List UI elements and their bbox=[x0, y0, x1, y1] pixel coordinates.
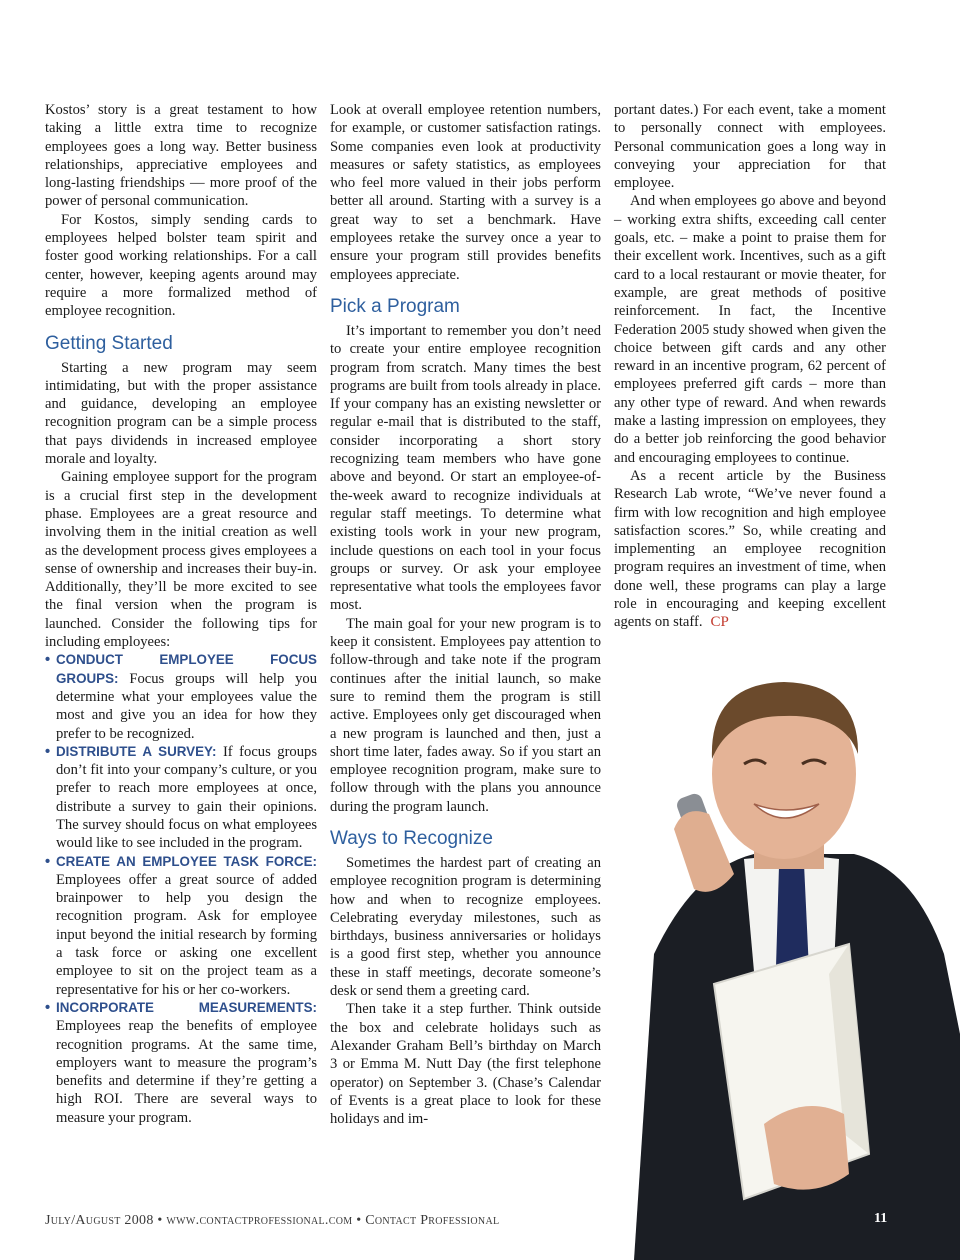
hand bbox=[674, 811, 734, 892]
bullet-icon: • bbox=[45, 999, 51, 1016]
tip-heading: CREATE AN EMPLOYEE TASK FORCE: bbox=[56, 853, 317, 869]
section-heading-getting-started: Getting Started bbox=[45, 332, 173, 354]
paragraph: The main goal for your new program is to keep it consistent. Employees pay attention to follow-through and take note if the program continues after the initial launch, so make sure to remind them the program is still active. Employees only get discouraged when a new program is launched and then, just a short time later, fades away. So if you start an employee recognition program, make sure to follow through with the plans you announce during the program launch. bbox=[330, 615, 601, 815]
tip-text: Focus groups will help you determine what your employees value the most and give you an idea for how they prefer to be recognized. bbox=[56, 670, 317, 742]
page-number: 11 bbox=[874, 1211, 888, 1226]
paragraph: Kostos’ story is a great testament to how taking a little extra time to recognize employees goes a long way. Better business relationships, appreciative employees and long-lasting friendships — more proof of the power of personal communication. bbox=[45, 102, 317, 210]
page-footer: July/August 2008 • www.contactprofessional.com • Contact Professional bbox=[45, 1213, 500, 1228]
paragraph: portant dates.) For each event, take a moment to personally connect with employees. Personal communication goes a long way in conveying your appreciation for that employee. bbox=[614, 102, 886, 192]
section-heading-pick-a-program: Pick a Program bbox=[330, 295, 460, 317]
tip-text: Employees offer a great source of added brainpower to help you design the recognition program. Ask for employee input beyond the initial research by forming a task force or asking one excellent employee to sit on the project team as a representative for his or her co-workers. bbox=[56, 871, 317, 998]
tip-item bbox=[45, 999, 317, 1127]
paragraph: Starting a new program may seem intimidating, but with the proper assistance and guidance, developing an employee recognition program can be a simple process that pays dividends in increased employee morale and loyalty. bbox=[45, 359, 317, 468]
holding-hand bbox=[764, 1106, 849, 1190]
paragraph: For Kostos, simply sending cards to employees helped bolster team spirit and foster good working relationships. For a call center, however, keeping agents around may require a more formalized method of employee recognition. bbox=[45, 211, 317, 320]
tip-item bbox=[45, 853, 317, 999]
tip-text: If focus groups don’t fit into your company’s culture, or you prefer to reach more employees at once, distribute a survey to gain their opinions. The survey should focus on what employees would like to see included in the program. bbox=[56, 743, 317, 852]
bullet-icon: • bbox=[45, 853, 51, 870]
article-column-1 bbox=[45, 101, 317, 1127]
paragraph: Then take it a step further. Think outside the box and celebrate holidays such as Alexander Graham Bell’s birthday on March 3 or Emma M. Nutt Day (the first telephone operator) on September 3. (Chase’s Calendar of Events is a great place to look for these holidays and im- bbox=[330, 1001, 601, 1128]
closing-paragraph-text: As a recent article by the Business Research Lab wrote, “We’ve never found a firm with low recognition and high employee satisfaction scores.” So, while creating and implementing an employee recognition program requires an investment of time, when done well, these programs can play a large role in encouraging and keeping excellent agents on staff. bbox=[614, 467, 886, 631]
tip-item bbox=[45, 651, 317, 742]
tip-heading: CONDUCT EMPLOYEE FOCUS GROUPS: bbox=[56, 652, 317, 686]
tip-item bbox=[45, 743, 317, 853]
article-column-2 bbox=[330, 101, 601, 1128]
businessman-on-phone-photo bbox=[614, 654, 960, 1260]
paragraph: Look at overall employee retention numbers, for example, or customer satisfaction ratings. Some companies even look at productivity measures or safety statistics, as employees who feel more valued in their jobs perform better all around. Starting with a survey is a great way to set a benchmark. Have employees retake the survey once a year to ensure your program still provides benefits employees appreciate. bbox=[330, 102, 601, 283]
tips-list bbox=[45, 651, 317, 1127]
paragraph bbox=[614, 467, 886, 632]
tip-text: Employees reap the benefits of employee recognition programs. At the same time, employers want to measure the program’s benefits and determine if they’re getting a high ROI. There are several ways to measure your program. bbox=[56, 1018, 317, 1126]
bullet-icon: • bbox=[45, 652, 51, 669]
paragraph: And when employees go above and beyond – working extra shifts, exceeding call center goals, etc. – make a point to praise them for their excellent work. Incentives, such as a gift card to a local restaurant or movie theater, for example, are great methods of positive reinforcement. In fact, the Incentive Federation 2005 study showed when given the choice between gift cards and any other reward in an incentive program, 62 percent of employees preferred gift cards – more than any other type of reward. And when rewards make a lasting impression on employees, they do a better job reinforcing the good behavior and encouraging employees to continue. bbox=[614, 193, 886, 466]
tip-heading: INCORPORATE MEASUREMENTS: bbox=[56, 999, 317, 1015]
article-column-3 bbox=[614, 101, 886, 632]
end-mark: CP bbox=[710, 614, 729, 631]
paragraph: Gaining employee support for the program is a crucial first step in the development phase. Employees are a great resource and involving them in the initial creation as well as the development process gives employees a sense of ownership and increases their buy-in. Additionally, they’ll be more excited to see the final version when the program is launched. Consider the following tips for including employees: bbox=[45, 469, 317, 651]
tip-heading: DISTRIBUTE A SURVEY: bbox=[56, 743, 217, 759]
paragraph: Sometimes the hardest part of creating an employee recognition program is determining how and when to recognize employees. Celebrating everyday milestones, such as birthdays, business anniversaries or holidays is a good first step, whether you announce these in staff meetings, decorate someone’s desk or send them a greeting card. bbox=[330, 854, 601, 1000]
paragraph: It’s important to remember you don’t need to create your entire employee recognition program from scratch. Many times the best programs are built from tools already in place. If your company has an existing newsletter or regular e-mail that is distributed to the staff, consider incorporating a short story recognizing team members who have gone above and beyond. Or start an employee-of-the-week award to recognize individuals at regular staff meetings. To determine what existing tools work in your new program, include questions on each tool in your focus groups or survey. Or ask your employee representative what tools the employees favor most. bbox=[330, 322, 601, 614]
bullet-icon: • bbox=[45, 743, 51, 760]
section-heading-ways-to-recognize: Ways to Recognize bbox=[330, 827, 493, 849]
